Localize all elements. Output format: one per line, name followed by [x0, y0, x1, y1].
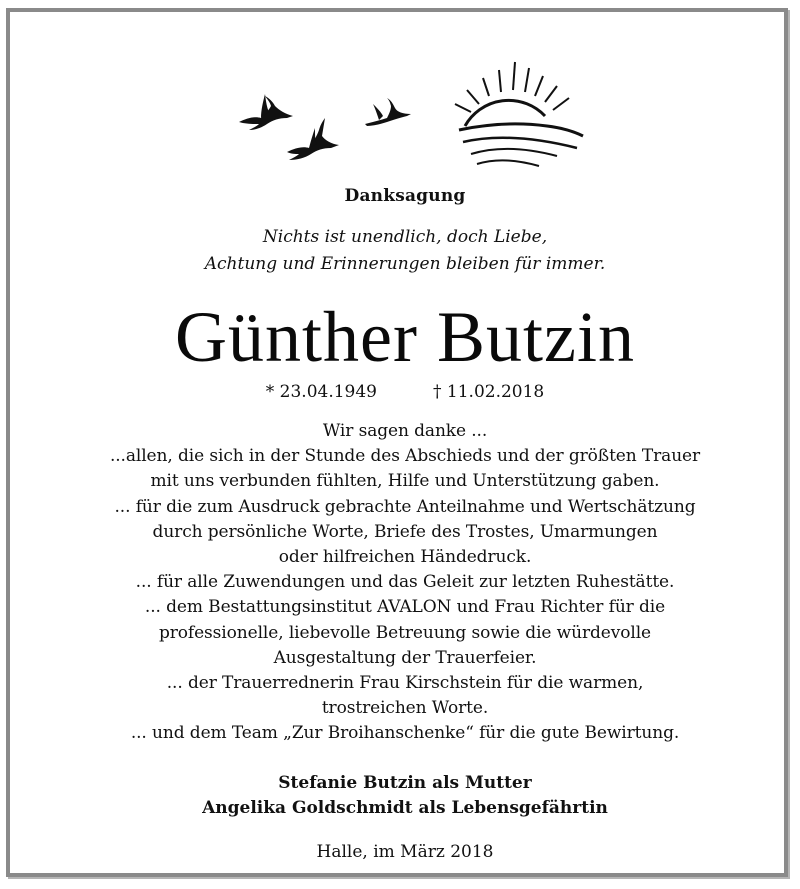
thanks-line: Wir sagen danke ... [322, 421, 488, 441]
illustration [227, 44, 587, 174]
thanks-line: trostreichen Worte. [321, 698, 489, 719]
life-dates [22, 382, 788, 402]
thanks-line: professionelle, liebevolle Betreuung sowie die würdevolle [158, 622, 652, 643]
place-and-date: Halle, im März 2018 [316, 842, 494, 862]
deceased-name: Günther Butzin [175, 297, 635, 377]
death-date: † 11.02.2018 [433, 382, 545, 402]
thanks-line: ... der Trauerrednerin Frau Kirschstein für die warmen, [166, 673, 644, 694]
thanks-line: Ausgestaltung der Trauerfeier. [273, 647, 537, 668]
thanks-text [22, 419, 788, 747]
thanks-line: durch persönliche Worte, Briefe des Trostes, Umarmungen [152, 521, 658, 542]
notice-frame [6, 8, 788, 877]
sunset-icon [455, 62, 583, 166]
bird-icon [365, 98, 411, 126]
notice-content [22, 24, 788, 889]
thanks-line: mit uns verbunden fühlten, Hilfe und Unterstützung gaben. [150, 471, 660, 492]
memorial-quote [22, 224, 788, 278]
notice-heading: Danksagung [344, 186, 466, 206]
bird-icon [287, 118, 339, 160]
signer-name: Angelika Goldschmidt als Lebensgefährtin [202, 798, 608, 818]
signers [22, 771, 788, 821]
thanks-line: ... dem Bestattungsinstitut AVALON und Frau Richter für die [144, 597, 666, 618]
signer-name: Stefanie Butzin als Mutter [278, 773, 532, 793]
quote-line: Achtung und Erinnerungen bleiben für immer. [204, 254, 606, 274]
thanks-line: ... für die zum Ausdruck gebrachte Anteilnahme und Wertschätzung [114, 496, 696, 517]
thanks-line: ...allen, die sich in der Stunde des Abschieds und der größten Trauer [109, 446, 701, 467]
birth-date: * 23.04.1949 [265, 382, 377, 402]
thanks-line: ... für alle Zuwendungen und das Geleit zur letzten Ruhestätte. [135, 572, 675, 593]
quote-line: Nichts ist unendlich, doch Liebe, [262, 227, 548, 247]
thanks-line: oder hilfreichen Händedruck. [278, 547, 532, 568]
thanks-line: ... und dem Team „Zur Broihanschenke“ für die gute Bewirtung. [130, 723, 680, 744]
bird-icon [239, 94, 293, 130]
